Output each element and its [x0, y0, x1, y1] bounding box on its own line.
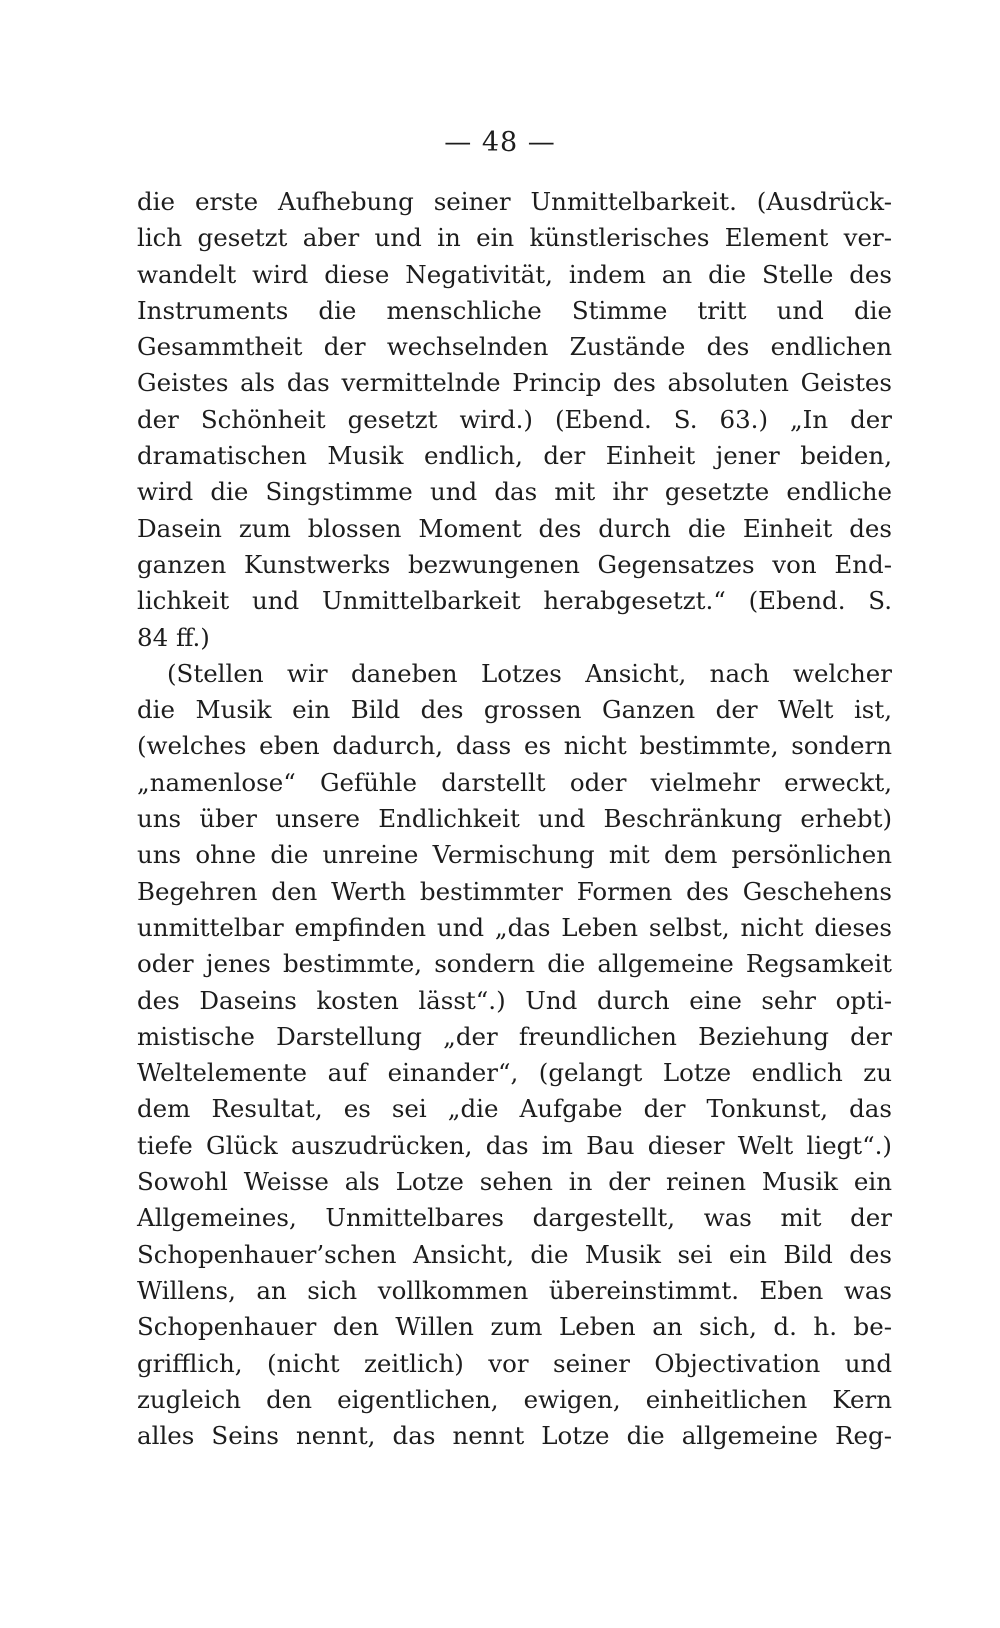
text-line: tiefe Glück auszudrücken, das im Bau dieser Welt liegt“.)	[137, 1130, 892, 1160]
text-line: zugleich den eigentlichen, ewigen, einheitlichen Kern	[137, 1384, 892, 1414]
text-line: (Stellen wir daneben Lotzes Ansicht, nach welcher	[167, 658, 892, 688]
text-line: lich gesetzt aber und in ein künstlerisches Element ver-	[137, 223, 892, 253]
text-line: mistische Darstellung „der freundlichen Beziehung der	[137, 1021, 892, 1051]
text-line: Weltelemente auf einander“, (gelangt Lotze endlich zu	[137, 1058, 892, 1088]
text-line: Schopenhauer’schen Ansicht, die Musik sei ein Bild des	[137, 1239, 892, 1269]
text-line: Geistes als das vermittelnde Princip des absoluten Geistes	[137, 368, 892, 398]
text-line: grifflich, (nicht zeitlich) vor seiner Objectivation und	[137, 1348, 892, 1378]
text-line: Gesammtheit der wechselnden Zustände des endlichen	[137, 332, 892, 362]
text-line: unmittelbar empfinden und „das Leben selbst, nicht dieses	[137, 912, 892, 942]
text-line: Dasein zum blossen Moment des durch die Einheit des	[137, 513, 892, 543]
text-line: oder jenes bestimmte, sondern die allgemeine Regsamkeit	[137, 949, 892, 979]
text-line: dem Resultat, es sei „die Aufgabe der Tonkunst, das	[137, 1094, 892, 1124]
text-line: lichkeit und Unmittelbarkeit herabgesetzt.“ (Ebend. S.	[137, 586, 892, 616]
text-line: Willens, an sich vollkommen übereinstimmt. Eben was	[137, 1275, 892, 1305]
text-line: „namenlose“ Gefühle darstellt oder vielmehr erweckt,	[137, 767, 892, 797]
text-line: ganzen Kunstwerks bezwungenen Gegensatzes von End-	[137, 549, 892, 579]
text-line: alles Seins nennt, das nennt Lotze die allgemeine Reg-	[137, 1421, 892, 1451]
text-line: (welches eben dadurch, dass es nicht bestimmte, sondern	[137, 731, 892, 761]
page-number: — 48 —	[444, 127, 556, 158]
text-line: die Musik ein Bild des grossen Ganzen der Welt ist,	[137, 695, 892, 725]
text-line: der Schönheit gesetzt wird.) (Ebend. S. 63.) „In der	[137, 404, 892, 434]
text-line: Begehren den Werth bestimmter Formen des Geschehens	[137, 876, 892, 906]
text-line: 84 ff.)	[137, 622, 210, 652]
text-line: Allgemeines, Unmittelbares dargestellt, was mit der	[137, 1203, 892, 1233]
text-line: des Daseins kosten lässt“.) Und durch eine sehr opti-	[137, 985, 892, 1015]
text-line: die erste Aufhebung seiner Unmittelbarkeit. (Ausdrück-	[137, 187, 892, 216]
text-line: uns ohne die unreine Vermischung mit dem persönlichen	[137, 840, 892, 870]
text-line: wandelt wird diese Negativität, indem an die Stelle des	[137, 259, 892, 289]
text-line: dramatischen Musik endlich, der Einheit jener beiden,	[137, 441, 892, 471]
text-line: uns über unsere Endlichkeit und Beschränkung erhebt)	[137, 804, 892, 834]
body-text	[137, 184, 892, 1454]
text-line: wird die Singstimme und das mit ihr gesetzte endliche	[137, 477, 892, 507]
text-line: Schopenhauer den Willen zum Leben an sich, d. h. be-	[137, 1312, 892, 1342]
text-line: Instruments die menschliche Stimme tritt und die	[137, 295, 892, 325]
text-line: Sowohl Weisse als Lotze sehen in der reinen Musik ein	[137, 1167, 892, 1197]
